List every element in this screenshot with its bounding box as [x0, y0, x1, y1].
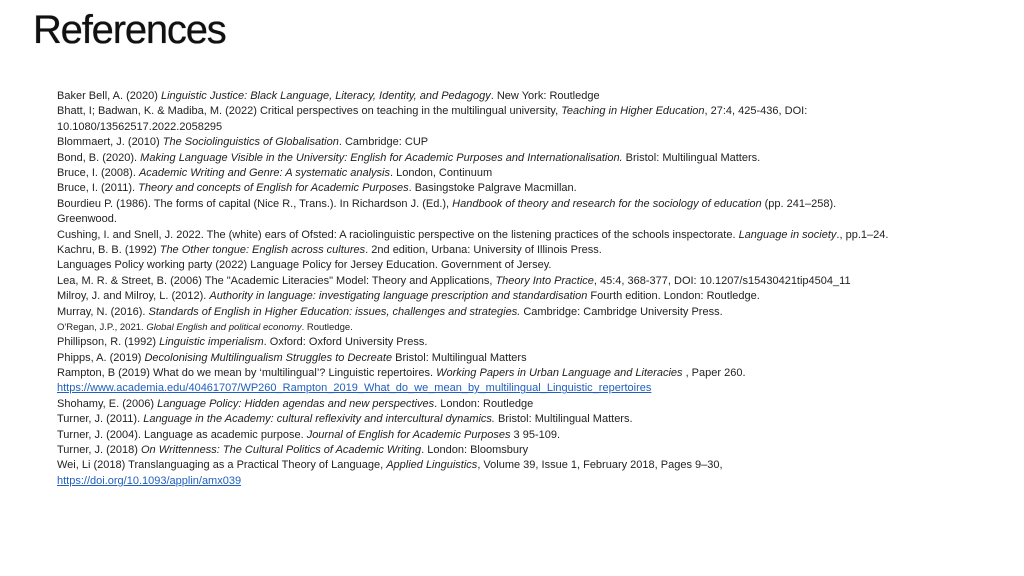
reference-text: Blommaert, J. (2010) — [57, 136, 163, 149]
reference-italic-title: The Other tongue: English across cultures — [159, 244, 366, 257]
reference-text: Wei, Li (2018) Translanguaging as a Practical Theory of Language, — [57, 459, 387, 472]
reference-text: Fourth edition. London: Routledge. — [587, 290, 760, 303]
reference-text: Murray, N. (2016). — [57, 305, 149, 318]
reference-entry — [57, 321, 1007, 334]
reference-italic-title: Global English and political economy — [146, 322, 302, 334]
reference-italic-title: On Writtenness: The Cultural Politics of Academic Writing — [140, 443, 422, 456]
reference-italic-title: Making Language Visible in the University: English for Academic Purposes and Internationalisation. — [140, 151, 623, 164]
reference-text: . New York: Routledge — [490, 90, 600, 102]
reference-text: Phipps, A. (2019) — [57, 351, 145, 364]
reference-text: Bruce, I. (2008). — [57, 167, 139, 180]
reference-italic-title: Working Papers in Urban Language and Literacies — [436, 366, 683, 379]
reference-italic-title: Standards of English in Higher Education: issues, challenges and strategies. — [148, 305, 521, 318]
reference-text: Turner, J. (2018) — [57, 443, 141, 456]
reference-entry — [57, 397, 1007, 412]
reference-entry — [57, 228, 1007, 243]
reference-entry — [57, 412, 1007, 427]
reference-text: Baker Bell, A. (2020) — [57, 90, 161, 102]
reference-text: . Routledge. — [301, 322, 353, 334]
reference-entry — [57, 274, 1007, 289]
reference-entry — [57, 166, 1007, 181]
reference-italic-title: Handbook of theory and research for the sociology of education — [452, 197, 762, 210]
reference-text: Phillipson, R. (1992) — [57, 336, 160, 349]
reference-text: Bourdieu P. (1986). The forms of capital (Nice R., Trans.). In Richardson J. (Ed.), — [57, 197, 453, 210]
reference-text: Shohamy, E. (2006) — [57, 397, 158, 410]
reference-italic-title: Teaching in Higher Education — [561, 105, 705, 118]
reference-entry — [57, 443, 1007, 458]
reference-entry — [57, 243, 1007, 258]
reference-entry — [57, 151, 1007, 166]
reference-entry — [57, 181, 1007, 196]
reference-italic-title: Journal of English for Academic Purposes — [306, 428, 511, 441]
reference-entry — [57, 104, 1007, 119]
reference-text: Bristol: Multilingual Matters. — [494, 413, 633, 426]
reference-text: . Oxford: Oxford University Press. — [263, 336, 428, 349]
reference-text: Bhatt, I; Badwan, K. & Madiba, M. (2022) Critical perspectives on teaching in the multilingual university, — [57, 105, 562, 118]
reference-entry — [57, 381, 1007, 396]
reference-text: Milroy, J. and Milroy, L. (2012). — [57, 290, 210, 303]
reference-text: . London, Continuum — [390, 167, 493, 180]
reference-text: Bristol: Multilingual Matters — [392, 351, 527, 364]
reference-text: . 2nd edition, Urbana: University of Illinois Press. — [365, 244, 602, 257]
reference-entry — [57, 305, 1007, 320]
reference-text: ., pp.1–24. — [836, 228, 889, 241]
reference-entry — [57, 289, 1007, 304]
reference-italic-title: Decolonising Multilingualism Struggles to Decreate — [144, 351, 393, 364]
reference-entry — [57, 197, 1007, 212]
reference-italic-title: The Sociolinguistics of Globalisation — [162, 136, 339, 149]
reference-text: . London: Bloomsbury — [421, 443, 529, 456]
reference-entry — [57, 89, 1007, 104]
reference-link[interactable]: https://doi.org/10.1093/applin/amx039 — [57, 474, 242, 487]
reference-entry — [57, 366, 1007, 381]
reference-italic-title: Academic Writing and Genre: A systematic analysis — [138, 167, 390, 180]
reference-text: Languages Policy working party (2022) Language Policy for Jersey Education. Government of Jersey. — [57, 259, 552, 272]
reference-text: 3 95-109. — [510, 428, 561, 441]
reference-text: , 27:4, 425-436, DOI: — [704, 105, 808, 118]
reference-entry — [57, 428, 1007, 443]
reference-entry — [57, 351, 1007, 366]
reference-text: O'Regan, J.P., 2021. — [57, 322, 147, 334]
reference-entry — [57, 120, 1007, 135]
reference-text: , 45:4, 368-377, DOI: 10.1207/s15430421tip4504_11 — [593, 274, 851, 287]
reference-text: Cushing, I. and Snell, J. 2022. The (white) ears of Ofsted: A raciolinguistic perspective on the listening practices of the schools inspectorate. — [57, 228, 739, 241]
reference-text: . London: Routledge — [434, 397, 534, 410]
reference-italic-title: Language in the Academy: cultural reflexivity and intercultural dynamics. — [143, 413, 495, 426]
reference-text: , Volume 39, Issue 1, February 2018, Pages 9–30, — [477, 459, 723, 472]
reference-italic-title: Authority in language: investigating language prescription and standardisation — [209, 290, 588, 303]
reference-italic-title: Theory and concepts of English for Academic Purposes — [138, 182, 409, 195]
page-title: References — [33, 8, 226, 52]
reference-text: (pp. 241–258). — [761, 197, 837, 210]
reference-link[interactable]: https://www.academia.edu/40461707/WP260_Rampton_2019_What_do_we_mean_by_multilingual_Linguistic_repertoires — [57, 382, 652, 395]
reference-italic-title: Language in society — [738, 228, 837, 241]
reference-text: Turner, J. (2011). — [57, 413, 144, 426]
reference-text: Greenwood. — [57, 213, 117, 226]
reference-italic-title: Language Policy: Hidden agendas and new perspectives — [157, 397, 435, 410]
reference-italic-title: Linguistic Justice: Black Language, Literacy, Identity, and Pedagogy — [160, 90, 491, 102]
reference-text: Lea, M. R. & Street, B. (2006) The "Academic Literacies" Model: Theory and Applications, — [57, 274, 496, 287]
reference-text: Bruce, I. (2011). — [57, 182, 139, 195]
reference-italic-title: Theory Into Practice — [495, 274, 594, 287]
reference-text: Cambridge: Cambridge University Press. — [520, 305, 723, 318]
reference-text: , Paper 260. — [682, 366, 746, 379]
reference-entry — [57, 335, 1007, 350]
reference-italic-title: Linguistic imperialism — [159, 336, 264, 349]
reference-italic-title: Applied Linguistics — [386, 459, 478, 472]
reference-text: . Basingstoke Palgrave Macmillan. — [408, 182, 577, 195]
reference-entry — [57, 258, 1007, 273]
reference-text: Bond, B. (2020). — [57, 151, 141, 164]
reference-text: Rampton, B (2019) What do we mean by ‘multilingual’? Linguistic repertoires. — [57, 366, 437, 379]
reference-text: Bristol: Multilingual Matters. — [622, 151, 761, 164]
reference-text: 10.1080/13562517.2022.2058295 — [57, 120, 223, 133]
reference-entry — [57, 135, 1007, 150]
reference-text: . Cambridge: CUP — [338, 136, 429, 149]
reference-text: Turner, J. (2004). Language as academic purpose. — [57, 428, 307, 441]
reference-list — [57, 89, 1007, 489]
reference-text: Kachru, B. B. (1992) — [57, 244, 160, 257]
reference-entry — [57, 212, 1007, 227]
reference-entry — [57, 474, 1007, 489]
reference-entry — [57, 458, 1007, 473]
